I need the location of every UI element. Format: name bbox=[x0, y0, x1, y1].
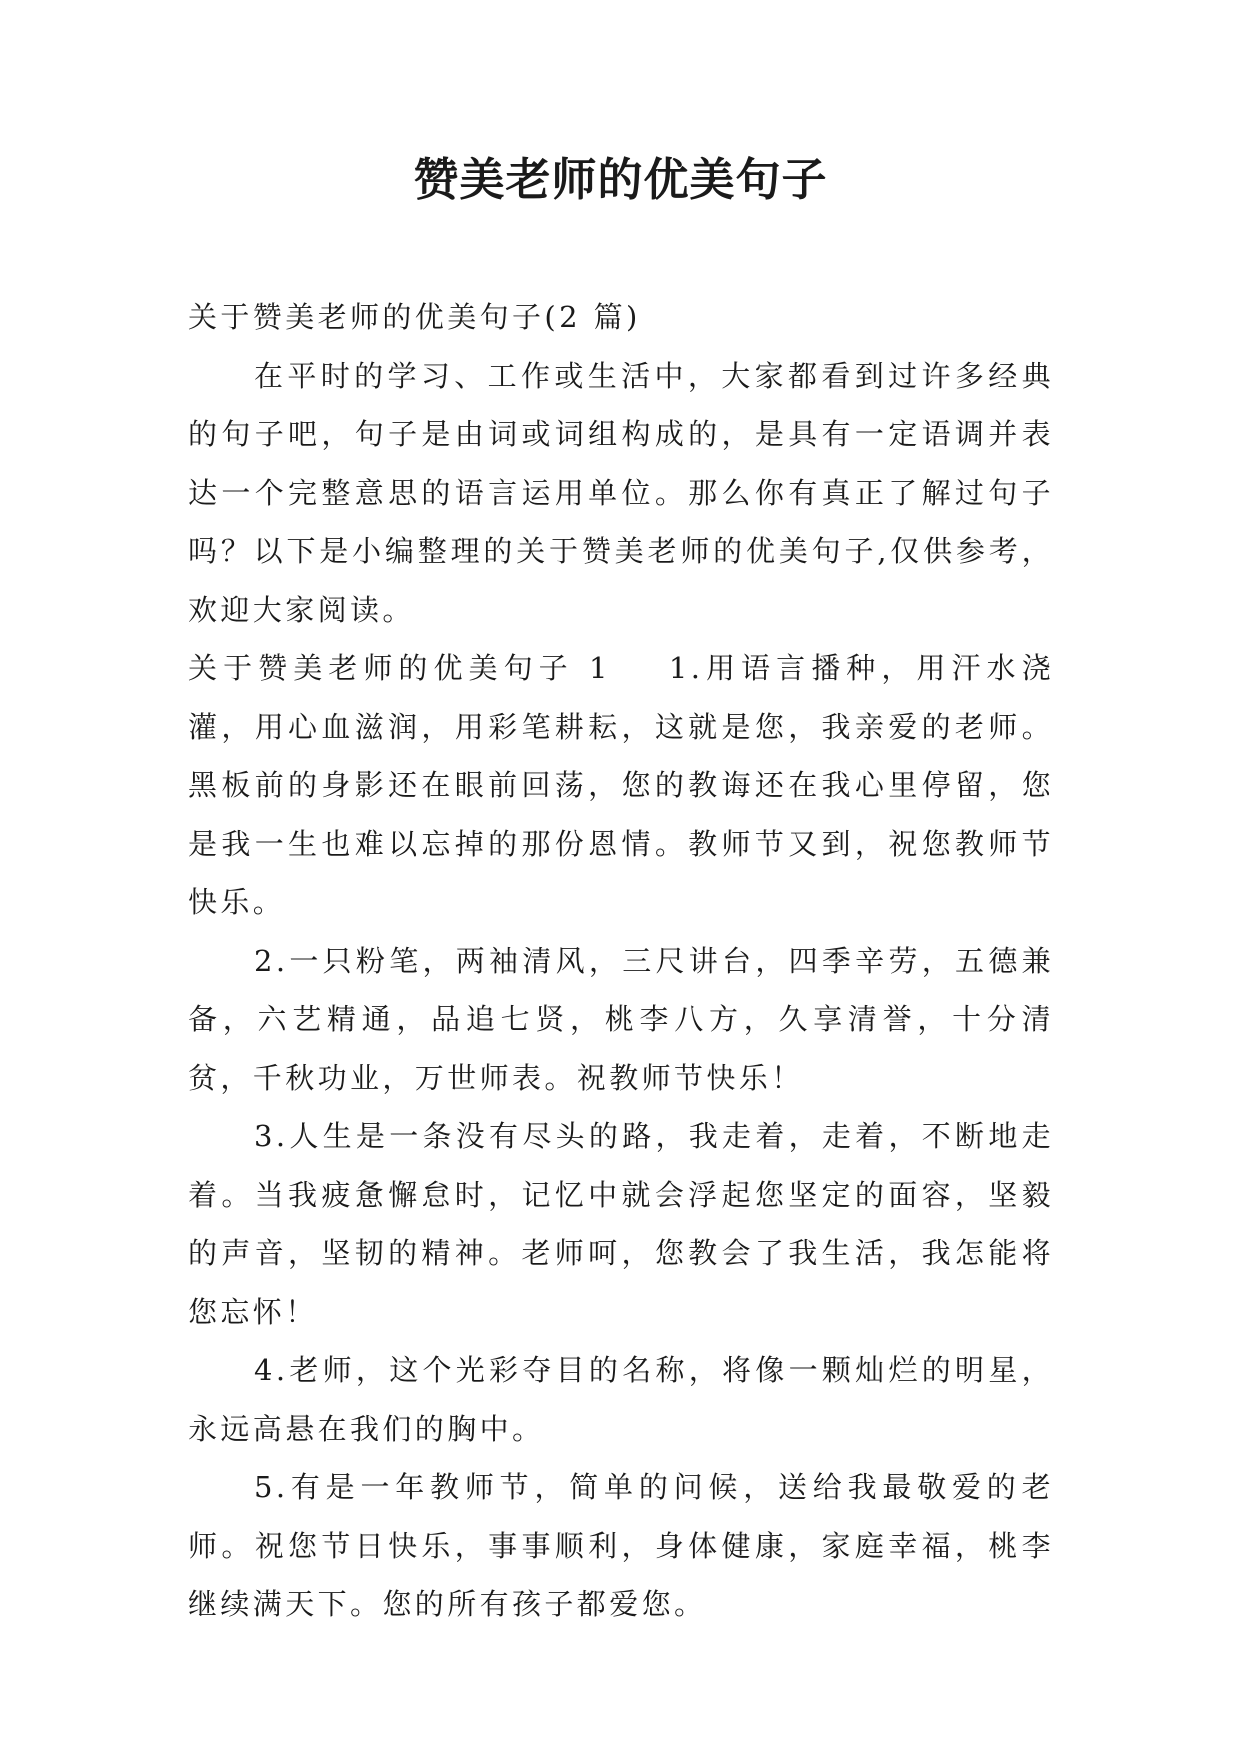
document-body bbox=[188, 288, 1054, 1634]
item-4-paragraph: 4.老师，这个光彩夺目的名称，将像一颗灿烂的明星，永远高悬在我们的胸中。 bbox=[188, 1353, 1054, 1446]
intro-paragraph: 在平时的学习、工作或生活中，大家都看到过许多经典的句子吧，句子是由词或词组构成的，是具有一定语调并表达一个完整意思的语言运用单位。那么你有真正了解过句子吗？以下是小编整理的关于赞美老师的优美句子,仅供参考，欢迎大家阅读。 bbox=[188, 358, 1054, 627]
item-3-paragraph: 3.人生是一条没有尽头的路，我走着，走着，不断地走着。当我疲惫懈怠时，记忆中就会浮起您坚定的面容，坚毅的声音，坚韧的精神。老师呵，您教会了我生活，我怎能将您忘怀！ bbox=[188, 1119, 1054, 1329]
subtitle: 关于赞美老师的优美句子(2 篇) bbox=[188, 300, 641, 334]
section-1-heading: 关于赞美老师的优美句子 1 bbox=[188, 651, 611, 685]
item-1-text: 1.用语言播种，用汗水浇灌，用心血滋润，用彩笔耕耘，这就是您，我亲爱的老师。黑板前的身影还在眼前回荡，您的教诲还在我心里停留，您是我一生也难以忘掉的那份恩情。教师节又到，祝您教师节快乐。 bbox=[188, 651, 1054, 919]
item-2-paragraph: 2.一只粉笔，两袖清风，三尺讲台，四季辛劳，五德兼备，六艺精通，品追七贤，桃李八方，久享清誉，十分清贫，千秋功业，万世师表。祝教师节快乐！ bbox=[188, 943, 1054, 1095]
item-5-paragraph: 5.有是一年教师节，简单的问候，送给我最敬爱的老师。祝您节日快乐，事事顺利，身体健康，家庭幸福，桃李继续满天下。您的所有孩子都爱您。 bbox=[188, 1470, 1054, 1621]
section-1-paragraph bbox=[188, 639, 1054, 932]
document-title: 赞美老师的优美句子 bbox=[413, 153, 828, 206]
